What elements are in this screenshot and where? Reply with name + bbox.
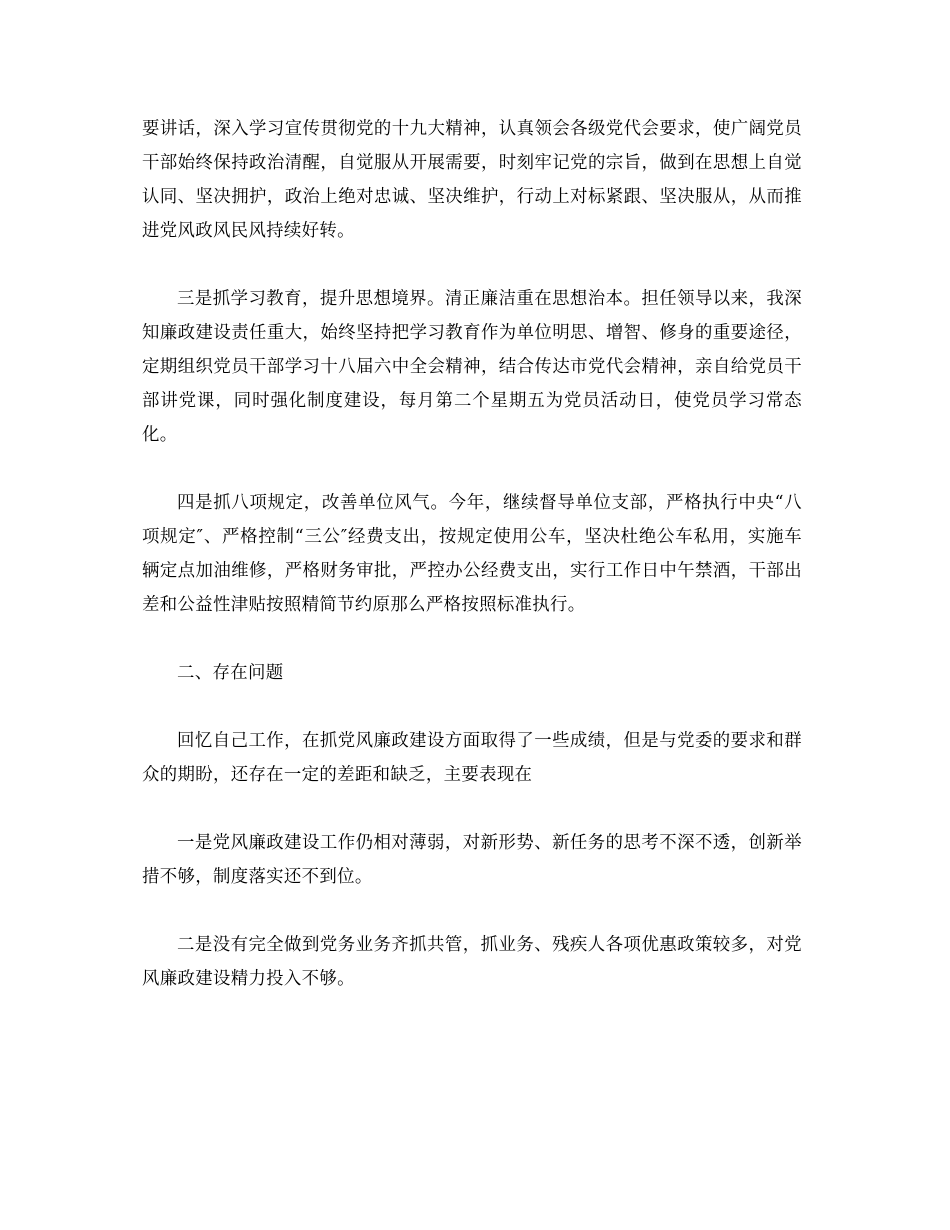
paragraph-point-four: 四是抓八项规定，改善单位风气。今年，继续督导单位支部，严格执行中央“八项规定″、严格控制“三公″经费支出，按规定使用公车，坚决杜绝公车私用，实施车辆定点加油维修，严格财务审批，严控办公经费支出，实行工作日中午禁酒，干部出差和公益性津贴按照精简节约原那么严格按照标准执行。	[142, 493, 802, 615]
paragraph-problem-two: 二是没有完全做到党务业务齐抓共管，抓业务、残疾人各项优惠政策较多，对党风廉政建设精力投入不够。	[142, 935, 802, 989]
paragraph-point-three: 三是抓学习教育，提升思想境界。清正廉洁重在思想治本。担任领导以来，我深知廉政建设责任重大，始终坚持把学习教育作为单位明思、增智、修身的重要途径，定期组织党员干部学习十八届六中全会精神，结合传达市党代会精神，亲自给党员干部讲党课，同时强化制度建设，每月第二个星期五为党员活动日，使党员学习常态化。	[142, 289, 802, 445]
paragraph-continuation: 要讲话，深入学习宣传贯彻党的十九大精神，认真领会各级党代会要求，使广阔党员干部始终保持政治清醒，自觉服从开展需要，时刻牢记党的宗旨，做到在思想上自觉认同、坚决拥护，政治上绝对忠诚、坚决维护，行动上对标紧跟、坚决服从，从而推进党风政风民风持续好转。	[142, 119, 802, 241]
paragraph-problem-one: 一是党风廉政建设工作仍相对薄弱，对新形势、新任务的思考不深不透，创新举措不够，制度落实还不到位。	[142, 833, 802, 887]
paragraph-review: 回忆自己工作，在抓党风廉政建设方面取得了一些成绩，但是与党委的要求和群众的期盼，还存在一定的差距和缺乏，主要表现在	[142, 731, 802, 785]
section-heading-problems: 二、存在问题	[177, 663, 284, 683]
document-body	[142, 112, 802, 1030]
